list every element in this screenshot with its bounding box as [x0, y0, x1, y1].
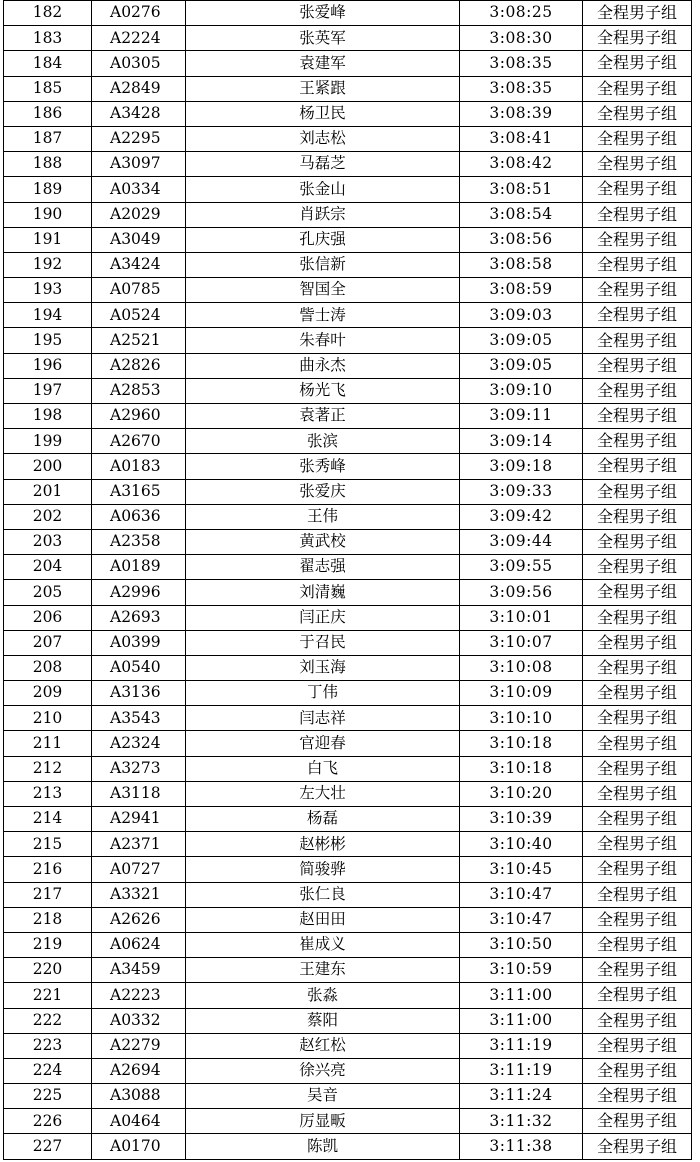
rank-cell: 203 [4, 529, 92, 554]
group-cell: 全程男子组 [583, 958, 692, 983]
name-cell: 张爱峰 [186, 1, 460, 26]
rank-cell: 204 [4, 555, 92, 580]
bib-cell: A3459 [92, 958, 186, 983]
bib-cell: A2358 [92, 529, 186, 554]
name-cell: 杨光飞 [186, 378, 460, 403]
time-cell: 3:10:47 [460, 882, 583, 907]
table-row [4, 126, 692, 151]
bib-cell: A0524 [92, 303, 186, 328]
table-row [4, 353, 692, 378]
bib-cell: A2223 [92, 983, 186, 1008]
name-cell: 徐兴亮 [186, 1058, 460, 1083]
rank-cell: 216 [4, 857, 92, 882]
table-row [4, 1109, 692, 1134]
name-cell: 于召民 [186, 630, 460, 655]
bib-cell: A0727 [92, 857, 186, 882]
group-cell: 全程男子组 [583, 378, 692, 403]
rank-cell: 225 [4, 1084, 92, 1109]
name-cell: 杨卫民 [186, 101, 460, 126]
bib-cell: A0170 [92, 1134, 186, 1159]
group-cell: 全程男子组 [583, 907, 692, 932]
table-row [4, 303, 692, 328]
table-row [4, 328, 692, 353]
results-table [3, 0, 692, 1160]
rank-cell: 223 [4, 1033, 92, 1058]
rank-cell: 210 [4, 706, 92, 731]
table-row [4, 731, 692, 756]
group-cell: 全程男子组 [583, 1, 692, 26]
rank-cell: 201 [4, 479, 92, 504]
name-cell: 张淼 [186, 983, 460, 1008]
name-cell: 孔庆强 [186, 227, 460, 252]
name-cell: 智国全 [186, 278, 460, 303]
bib-cell: A0305 [92, 51, 186, 76]
bib-cell: A0332 [92, 1008, 186, 1033]
table-row [4, 655, 692, 680]
bib-cell: A0540 [92, 655, 186, 680]
bib-cell: A0785 [92, 278, 186, 303]
table-row [4, 454, 692, 479]
time-cell: 3:08:30 [460, 26, 583, 51]
name-cell: 厉显畈 [186, 1109, 460, 1134]
bib-cell: A3428 [92, 101, 186, 126]
results-table-body [4, 1, 692, 1160]
name-cell: 曲永杰 [186, 353, 460, 378]
group-cell: 全程男子组 [583, 1008, 692, 1033]
table-row [4, 278, 692, 303]
group-cell: 全程男子组 [583, 1134, 692, 1159]
bib-cell: A2324 [92, 731, 186, 756]
table-row [4, 580, 692, 605]
table-row [4, 1008, 692, 1033]
name-cell: 丁伟 [186, 681, 460, 706]
time-cell: 3:11:19 [460, 1058, 583, 1083]
rank-cell: 211 [4, 731, 92, 756]
rank-cell: 186 [4, 101, 92, 126]
table-row [4, 681, 692, 706]
group-cell: 全程男子组 [583, 404, 692, 429]
bib-cell: A2626 [92, 907, 186, 932]
group-cell: 全程男子组 [583, 781, 692, 806]
name-cell: 马磊芝 [186, 152, 460, 177]
name-cell: 杨磊 [186, 807, 460, 832]
rank-cell: 184 [4, 51, 92, 76]
name-cell: 张秀峰 [186, 454, 460, 479]
time-cell: 3:09:11 [460, 404, 583, 429]
name-cell: 张信新 [186, 252, 460, 277]
table-row [4, 882, 692, 907]
time-cell: 3:10:39 [460, 807, 583, 832]
time-cell: 3:10:50 [460, 932, 583, 957]
name-cell: 王伟 [186, 504, 460, 529]
group-cell: 全程男子组 [583, 202, 692, 227]
group-cell: 全程男子组 [583, 76, 692, 101]
bib-cell: A0276 [92, 1, 186, 26]
rank-cell: 196 [4, 353, 92, 378]
table-row [4, 529, 692, 554]
group-cell: 全程男子组 [583, 756, 692, 781]
name-cell: 黄武校 [186, 529, 460, 554]
bib-cell: A2694 [92, 1058, 186, 1083]
time-cell: 3:08:25 [460, 1, 583, 26]
bib-cell: A2224 [92, 26, 186, 51]
time-cell: 3:09:56 [460, 580, 583, 605]
rank-cell: 194 [4, 303, 92, 328]
bib-cell: A2996 [92, 580, 186, 605]
group-cell: 全程男子组 [583, 857, 692, 882]
bib-cell: A0399 [92, 630, 186, 655]
bib-cell: A0334 [92, 177, 186, 202]
table-row [4, 958, 692, 983]
rank-cell: 190 [4, 202, 92, 227]
bib-cell: A3165 [92, 479, 186, 504]
name-cell: 訾士涛 [186, 303, 460, 328]
bib-cell: A2826 [92, 353, 186, 378]
table-row [4, 101, 692, 126]
table-row [4, 1084, 692, 1109]
name-cell: 陈凯 [186, 1134, 460, 1159]
name-cell: 袁著正 [186, 404, 460, 429]
rank-cell: 218 [4, 907, 92, 932]
name-cell: 赵彬彬 [186, 832, 460, 857]
bib-cell: A0183 [92, 454, 186, 479]
name-cell: 左大壮 [186, 781, 460, 806]
time-cell: 3:10:07 [460, 630, 583, 655]
time-cell: 3:08:42 [460, 152, 583, 177]
table-row [4, 756, 692, 781]
rank-cell: 185 [4, 76, 92, 101]
rank-cell: 222 [4, 1008, 92, 1033]
bib-cell: A3097 [92, 152, 186, 177]
table-row [4, 832, 692, 857]
time-cell: 3:11:24 [460, 1084, 583, 1109]
name-cell: 崔成义 [186, 932, 460, 957]
rank-cell: 219 [4, 932, 92, 957]
group-cell: 全程男子组 [583, 126, 692, 151]
name-cell: 王紧跟 [186, 76, 460, 101]
time-cell: 3:10:01 [460, 605, 583, 630]
name-cell: 刘志松 [186, 126, 460, 151]
group-cell: 全程男子组 [583, 51, 692, 76]
bib-cell: A2853 [92, 378, 186, 403]
table-row [4, 404, 692, 429]
time-cell: 3:08:59 [460, 278, 583, 303]
name-cell: 袁建军 [186, 51, 460, 76]
time-cell: 3:09:42 [460, 504, 583, 529]
rank-cell: 189 [4, 177, 92, 202]
bib-cell: A2029 [92, 202, 186, 227]
group-cell: 全程男子组 [583, 807, 692, 832]
group-cell: 全程男子组 [583, 655, 692, 680]
name-cell: 赵田田 [186, 907, 460, 932]
name-cell: 白飞 [186, 756, 460, 781]
rank-cell: 187 [4, 126, 92, 151]
table-row [4, 1033, 692, 1058]
rank-cell: 193 [4, 278, 92, 303]
rank-cell: 188 [4, 152, 92, 177]
table-row [4, 983, 692, 1008]
time-cell: 3:08:35 [460, 76, 583, 101]
name-cell: 张英军 [186, 26, 460, 51]
group-cell: 全程男子组 [583, 177, 692, 202]
group-cell: 全程男子组 [583, 529, 692, 554]
rank-cell: 212 [4, 756, 92, 781]
bib-cell: A3136 [92, 681, 186, 706]
table-row [4, 555, 692, 580]
table-row [4, 202, 692, 227]
bib-cell: A2295 [92, 126, 186, 151]
table-row [4, 51, 692, 76]
group-cell: 全程男子组 [583, 605, 692, 630]
rank-cell: 192 [4, 252, 92, 277]
group-cell: 全程男子组 [583, 152, 692, 177]
name-cell: 翟志强 [186, 555, 460, 580]
name-cell: 张仁良 [186, 882, 460, 907]
table-row [4, 479, 692, 504]
group-cell: 全程男子组 [583, 932, 692, 957]
time-cell: 3:09:05 [460, 353, 583, 378]
bib-cell: A2521 [92, 328, 186, 353]
group-cell: 全程男子组 [583, 983, 692, 1008]
time-cell: 3:10:18 [460, 756, 583, 781]
time-cell: 3:10:59 [460, 958, 583, 983]
table-row [4, 1134, 692, 1159]
name-cell: 张滨 [186, 429, 460, 454]
table-row [4, 504, 692, 529]
group-cell: 全程男子组 [583, 1033, 692, 1058]
group-cell: 全程男子组 [583, 731, 692, 756]
rank-cell: 205 [4, 580, 92, 605]
group-cell: 全程男子组 [583, 101, 692, 126]
bib-cell: A0189 [92, 555, 186, 580]
time-cell: 3:10:10 [460, 706, 583, 731]
time-cell: 3:09:18 [460, 454, 583, 479]
time-cell: 3:08:35 [460, 51, 583, 76]
bib-cell: A2960 [92, 404, 186, 429]
name-cell: 张爱庆 [186, 479, 460, 504]
group-cell: 全程男子组 [583, 353, 692, 378]
rank-cell: 206 [4, 605, 92, 630]
table-row [4, 781, 692, 806]
group-cell: 全程男子组 [583, 681, 692, 706]
rank-cell: 217 [4, 882, 92, 907]
rank-cell: 202 [4, 504, 92, 529]
rank-cell: 198 [4, 404, 92, 429]
group-cell: 全程男子组 [583, 630, 692, 655]
time-cell: 3:10:18 [460, 731, 583, 756]
table-row [4, 605, 692, 630]
group-cell: 全程男子组 [583, 454, 692, 479]
table-row [4, 252, 692, 277]
time-cell: 3:09:05 [460, 328, 583, 353]
table-row [4, 630, 692, 655]
name-cell: 官迎春 [186, 731, 460, 756]
time-cell: 3:08:51 [460, 177, 583, 202]
time-cell: 3:11:38 [460, 1134, 583, 1159]
group-cell: 全程男子组 [583, 328, 692, 353]
rank-cell: 191 [4, 227, 92, 252]
rank-cell: 208 [4, 655, 92, 680]
rank-cell: 207 [4, 630, 92, 655]
rank-cell: 195 [4, 328, 92, 353]
bib-cell: A2279 [92, 1033, 186, 1058]
table-row [4, 26, 692, 51]
name-cell: 吴音 [186, 1084, 460, 1109]
table-row [4, 857, 692, 882]
bib-cell: A3424 [92, 252, 186, 277]
bib-cell: A2941 [92, 807, 186, 832]
rank-cell: 214 [4, 807, 92, 832]
time-cell: 3:08:56 [460, 227, 583, 252]
time-cell: 3:11:19 [460, 1033, 583, 1058]
bib-cell: A0636 [92, 504, 186, 529]
group-cell: 全程男子组 [583, 706, 692, 731]
group-cell: 全程男子组 [583, 580, 692, 605]
table-row [4, 152, 692, 177]
time-cell: 3:09:14 [460, 429, 583, 454]
table-row [4, 378, 692, 403]
bib-cell: A3273 [92, 756, 186, 781]
time-cell: 3:09:33 [460, 479, 583, 504]
table-row [4, 177, 692, 202]
bib-cell: A3543 [92, 706, 186, 731]
time-cell: 3:09:03 [460, 303, 583, 328]
time-cell: 3:10:40 [460, 832, 583, 857]
table-row [4, 227, 692, 252]
rank-cell: 226 [4, 1109, 92, 1134]
rank-cell: 199 [4, 429, 92, 454]
group-cell: 全程男子组 [583, 504, 692, 529]
time-cell: 3:11:32 [460, 1109, 583, 1134]
table-row [4, 807, 692, 832]
bib-cell: A3049 [92, 227, 186, 252]
group-cell: 全程男子组 [583, 1084, 692, 1109]
name-cell: 闫志祥 [186, 706, 460, 731]
rank-cell: 197 [4, 378, 92, 403]
rank-cell: 200 [4, 454, 92, 479]
rank-cell: 221 [4, 983, 92, 1008]
table-row [4, 1058, 692, 1083]
group-cell: 全程男子组 [583, 252, 692, 277]
table-row [4, 1, 692, 26]
group-cell: 全程男子组 [583, 227, 692, 252]
group-cell: 全程男子组 [583, 479, 692, 504]
bib-cell: A0464 [92, 1109, 186, 1134]
table-row [4, 76, 692, 101]
time-cell: 3:09:55 [460, 555, 583, 580]
rank-cell: 215 [4, 832, 92, 857]
name-cell: 蔡阳 [186, 1008, 460, 1033]
time-cell: 3:08:54 [460, 202, 583, 227]
group-cell: 全程男子组 [583, 1058, 692, 1083]
time-cell: 3:10:45 [460, 857, 583, 882]
table-row [4, 429, 692, 454]
time-cell: 3:10:08 [460, 655, 583, 680]
rank-cell: 220 [4, 958, 92, 983]
name-cell: 张金山 [186, 177, 460, 202]
time-cell: 3:08:39 [460, 101, 583, 126]
group-cell: 全程男子组 [583, 1109, 692, 1134]
name-cell: 闫正庆 [186, 605, 460, 630]
bib-cell: A2693 [92, 605, 186, 630]
rank-cell: 224 [4, 1058, 92, 1083]
group-cell: 全程男子组 [583, 278, 692, 303]
rank-cell: 182 [4, 1, 92, 26]
rank-cell: 227 [4, 1134, 92, 1159]
rank-cell: 213 [4, 781, 92, 806]
table-row [4, 706, 692, 731]
bib-cell: A2849 [92, 76, 186, 101]
name-cell: 刘玉海 [186, 655, 460, 680]
group-cell: 全程男子组 [583, 882, 692, 907]
name-cell: 简骏骅 [186, 857, 460, 882]
bib-cell: A2371 [92, 832, 186, 857]
time-cell: 3:10:20 [460, 781, 583, 806]
time-cell: 3:09:44 [460, 529, 583, 554]
name-cell: 肖跃宗 [186, 202, 460, 227]
table-row [4, 907, 692, 932]
bib-cell: A0624 [92, 932, 186, 957]
time-cell: 3:10:09 [460, 681, 583, 706]
bib-cell: A3118 [92, 781, 186, 806]
group-cell: 全程男子组 [583, 832, 692, 857]
group-cell: 全程男子组 [583, 429, 692, 454]
group-cell: 全程男子组 [583, 555, 692, 580]
time-cell: 3:08:58 [460, 252, 583, 277]
name-cell: 王建东 [186, 958, 460, 983]
name-cell: 赵红松 [186, 1033, 460, 1058]
group-cell: 全程男子组 [583, 303, 692, 328]
time-cell: 3:08:41 [460, 126, 583, 151]
time-cell: 3:09:10 [460, 378, 583, 403]
name-cell: 刘清巍 [186, 580, 460, 605]
group-cell: 全程男子组 [583, 26, 692, 51]
rank-cell: 183 [4, 26, 92, 51]
time-cell: 3:11:00 [460, 1008, 583, 1033]
bib-cell: A3088 [92, 1084, 186, 1109]
time-cell: 3:11:00 [460, 983, 583, 1008]
time-cell: 3:10:47 [460, 907, 583, 932]
bib-cell: A2670 [92, 429, 186, 454]
bib-cell: A3321 [92, 882, 186, 907]
name-cell: 朱春叶 [186, 328, 460, 353]
rank-cell: 209 [4, 681, 92, 706]
table-row [4, 932, 692, 957]
